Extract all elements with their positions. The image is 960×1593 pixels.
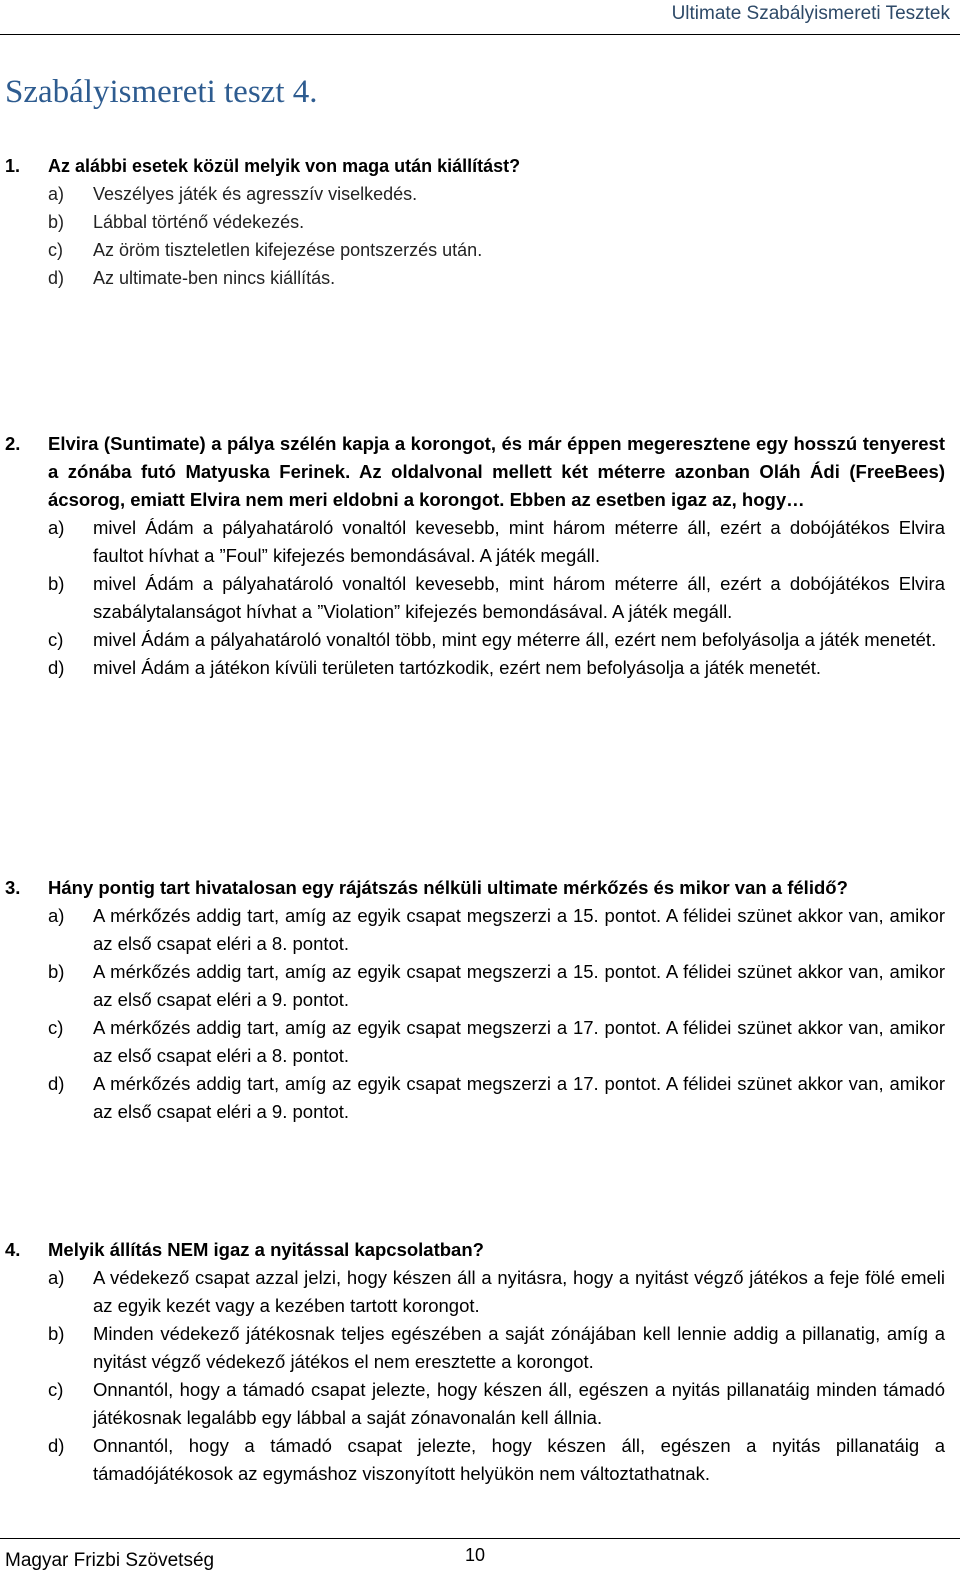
answer-option — [5, 264, 945, 292]
page-number: 10 — [465, 1545, 486, 1565]
option-letter: b) — [48, 212, 65, 232]
answer-option — [5, 236, 945, 264]
option-text: Az ultimate-ben nincs kiállítás. — [93, 268, 336, 288]
page-title: Szabályismereti teszt 4. — [5, 74, 318, 110]
option-text: Lábbal történő védekezés. — [93, 212, 305, 232]
option-text: Minden védekező játékosnak teljes egészében a saját zónájában kell lennie addig a pillanatig, amíg a nyitást végző védekező játékos el nem eresztette a korongot. — [93, 1323, 945, 1372]
answer-option — [5, 570, 945, 626]
answer-option — [5, 902, 945, 958]
question-text: Elvira (Suntimate) a pálya szélén kapja a korongot, és már éppen megeresztene egy hosszú tenyerest a zónába futó Matyuska Ferinek. Az oldalvonal mellett két méterre azonban Oláh Ádi (FreeBees) ácsorog, emiatt Elvira nem meri eldobni a korongot. Ebben az esetben igaz az, hogy… — [48, 433, 945, 510]
question-text: Melyik állítás NEM igaz a nyitással kapcsolatban? — [48, 1239, 484, 1260]
option-letter: d) — [48, 657, 65, 678]
answer-option — [5, 514, 945, 570]
option-letter: a) — [48, 184, 65, 204]
footer-organization: Magyar Frizbi Szövetség — [5, 1550, 215, 1571]
option-letter: c) — [48, 629, 64, 650]
question-number: 2. — [5, 433, 21, 454]
option-letter: b) — [48, 573, 65, 594]
option-letter: a) — [48, 905, 65, 926]
header-title: Ultimate Szabályismereti Tesztek — [671, 3, 950, 24]
option-text: Az öröm tiszteletlen kifejezése pontszerzés után. — [93, 240, 483, 260]
option-letter: c) — [48, 1017, 64, 1038]
question-text: Az alábbi esetek közül melyik von maga után kiállítást? — [48, 156, 521, 176]
question-heading — [5, 152, 945, 180]
question-4 — [5, 1236, 945, 1488]
question-2 — [5, 430, 945, 682]
option-letter: b) — [48, 1323, 65, 1344]
option-letter: c) — [48, 240, 63, 260]
option-text: mivel Ádám a pályahatároló vonaltól kevesebb, mint három méterre áll, ezért a dobójátékos Elvira faultot hívhat a ”Foul” kifejezés bemondásával. A játék megáll. — [93, 517, 945, 566]
question-heading — [5, 874, 945, 902]
page-header — [0, 0, 960, 35]
option-text: mivel Ádám a játékon kívüli területen tartózkodik, ezért nem befolyásolja a játék menetét. — [93, 657, 822, 678]
option-text: Veszélyes játék és agresszív viselkedés. — [93, 184, 418, 204]
option-text: mivel Ádám a pályahatároló vonaltól több, mint egy méterre áll, ezért nem befolyásolja a játék menetét. — [93, 629, 937, 650]
answer-option — [5, 1264, 945, 1320]
answer-option — [5, 180, 945, 208]
question-number: 1. — [5, 156, 21, 176]
answer-option — [5, 958, 945, 1014]
question-heading — [5, 430, 945, 514]
answer-option — [5, 626, 945, 654]
question-number: 4. — [5, 1239, 21, 1260]
answer-option — [5, 208, 945, 236]
option-letter: a) — [48, 1267, 65, 1288]
option-text: mivel Ádám a pályahatároló vonaltól kevesebb, mint három méterre áll, ezért a dobójátékos Elvira szabálytalanságot hívhat a ”Violation” kifejezés bemondásával. A játék megáll. — [93, 573, 945, 622]
option-text: A mérkőzés addig tart, amíg az egyik csapat megszerzi a 15. pontot. A félidei szünet akkor van, amikor az első csapat eléri a 8. pontot. — [93, 905, 945, 954]
question-3 — [5, 874, 945, 1126]
option-letter: d) — [48, 1073, 65, 1094]
option-text: A védekező csapat azzal jelzi, hogy készen áll a nyitásra, hogy a nyitást végző játékos a feje fölé emeli az egyik kezét vagy a kezében tartott korongot. — [93, 1267, 945, 1316]
option-text: Onnantól, hogy a támadó csapat jelezte, hogy készen áll, egészen a nyitás pillanatáig minden támadó játékosnak legalább egy lábbal a saját zónavonalán kell állnia. — [93, 1379, 945, 1428]
option-letter: d) — [48, 1435, 65, 1456]
answer-option — [5, 1432, 945, 1488]
option-text: A mérkőzés addig tart, amíg az egyik csapat megszerzi a 15. pontot. A félidei szünet akkor van, amikor az első csapat eléri a 9. pontot. — [93, 961, 945, 1010]
answer-option — [5, 1320, 945, 1376]
question-1 — [5, 152, 945, 292]
question-text: Hány pontig tart hivatalosan egy rájátszás nélküli ultimate mérkőzés és mikor van a félidő? — [48, 877, 848, 898]
question-number: 3. — [5, 877, 21, 898]
option-text: Onnantól, hogy a támadó csapat jelezte, hogy készen áll, egészen a nyitás pillanatáig a támadójátékosok az egymáshoz viszonyított helyükön nem változtathatnak. — [93, 1435, 945, 1484]
option-letter: c) — [48, 1379, 64, 1400]
question-heading — [5, 1236, 945, 1264]
answer-option — [5, 654, 945, 682]
option-letter: a) — [48, 517, 65, 538]
option-text: A mérkőzés addig tart, amíg az egyik csapat megszerzi a 17. pontot. A félidei szünet akkor van, amikor az első csapat eléri a 8. pontot. — [93, 1017, 945, 1066]
page-footer — [0, 1538, 960, 1593]
option-letter: b) — [48, 961, 65, 982]
option-letter: d) — [48, 268, 65, 288]
answer-option — [5, 1376, 945, 1432]
option-text: A mérkőzés addig tart, amíg az egyik csapat megszerzi a 17. pontot. A félidei szünet akkor van, amikor az első csapat eléri a 9. pontot. — [93, 1073, 945, 1122]
answer-option — [5, 1014, 945, 1070]
answer-option — [5, 1070, 945, 1126]
